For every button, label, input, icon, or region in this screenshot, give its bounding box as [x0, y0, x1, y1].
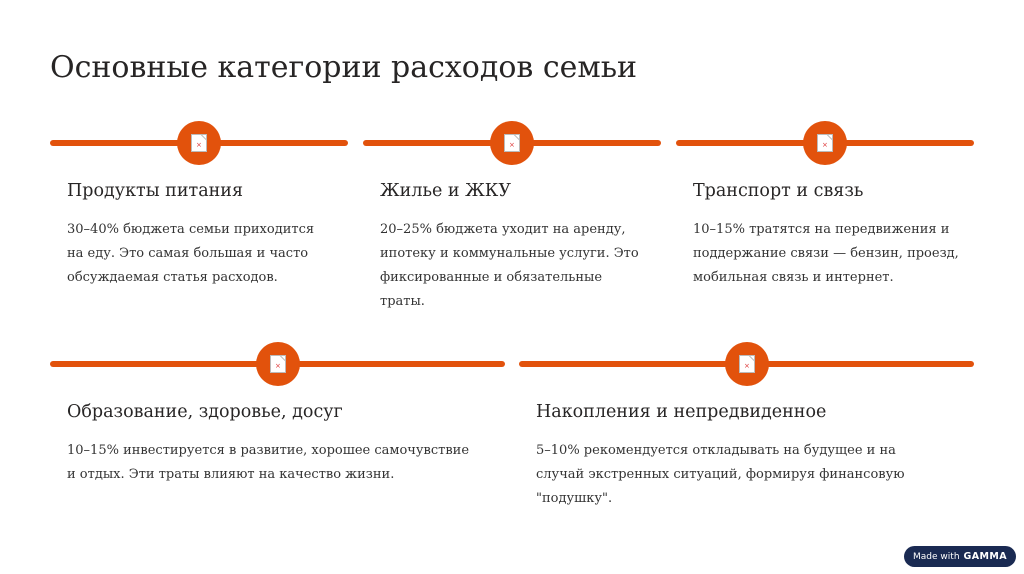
- badge-prefix: Made with: [913, 551, 960, 562]
- svg-text:×: ×: [822, 141, 828, 149]
- broken-image-icon: [490, 121, 534, 165]
- card-description: 10–15% инвестируется в развитие, хорошее самочувствие и отдых. Эти траты влияют на качество жизни.: [67, 443, 470, 482]
- category-card-housing: [363, 121, 661, 321]
- category-card-education: [50, 342, 505, 502]
- card-title: Образование, здоровье, досуг: [67, 402, 343, 422]
- card-description: 20–25% бюджета уходит на аренду, ипотеку и коммунальные услуги. Это фиксированные и обязательные траты.: [380, 222, 639, 309]
- broken-image-icon: [725, 342, 769, 386]
- card-title: Транспорт и связь: [693, 181, 864, 201]
- broken-image-icon: [256, 342, 300, 386]
- made-with-gamma-badge[interactable]: [904, 546, 1016, 567]
- card-title: Жилье и ЖКУ: [380, 181, 511, 201]
- svg-text:×: ×: [274, 362, 281, 370]
- page-title: Основные категории расходов семьи: [50, 50, 638, 85]
- broken-image-icon: [803, 121, 847, 165]
- broken-image-icon: [177, 121, 221, 165]
- category-card-savings: [519, 342, 974, 506]
- card-description: 5–10% рекомендуется откладывать на будущее и на случай экстренных ситуаций, формируя финансовую "подушку".: [536, 443, 905, 506]
- svg-text:×: ×: [743, 362, 750, 370]
- card-description: 30–40% бюджета семьи приходится на еду. Это самая большая и часто обсуждаемая статья расходов.: [67, 222, 315, 285]
- category-card-food: [50, 121, 348, 321]
- card-title: Накопления и непредвиденное: [536, 402, 827, 422]
- svg-text:×: ×: [509, 141, 515, 149]
- card-description: 10–15% тратятся на передвижения и поддержание связи — бензин, проезд, мобильная связь и интернет.: [693, 222, 959, 285]
- gamma-logo: GAMMA: [963, 551, 1007, 562]
- card-title: Продукты питания: [67, 181, 243, 201]
- svg-text:×: ×: [196, 141, 202, 149]
- category-card-transport: [676, 121, 974, 321]
